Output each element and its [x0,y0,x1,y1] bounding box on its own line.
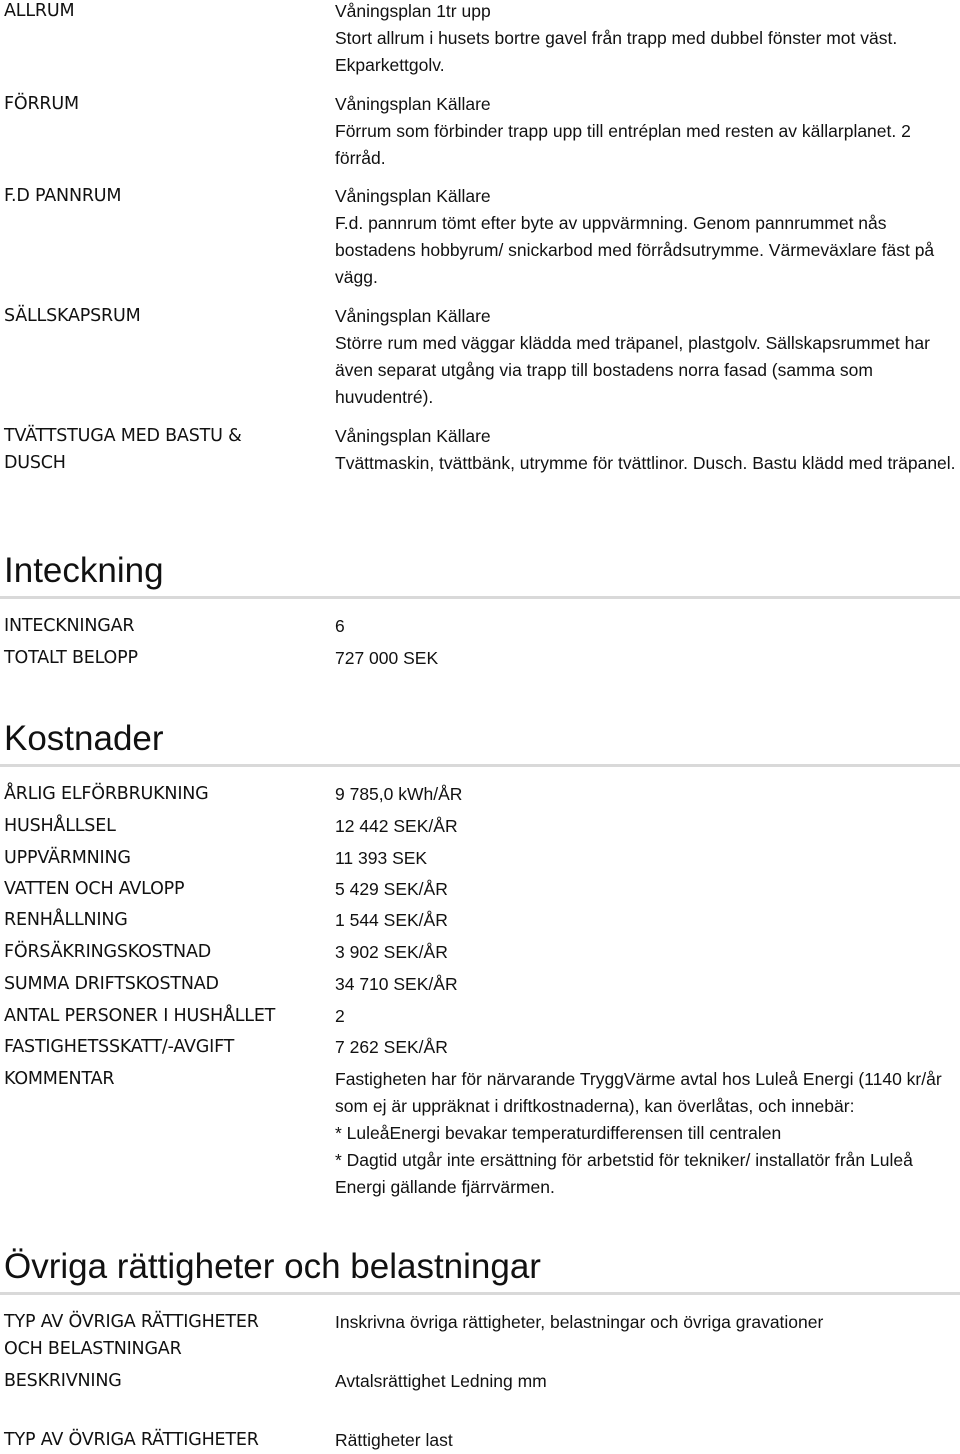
room-name: F.D PANNRUM [4,186,122,206]
field-label: VATTEN OCH AVLOPP [4,879,185,899]
room-details [335,0,957,79]
field-label: FÖRSÄKRINGSKOSTNAD [4,942,211,962]
section-divider [0,596,960,599]
field-label: TYP AV ÖVRIGA RÄTTIGHETER [4,1430,259,1450]
field-value: Avtalsrättighet Ledning mm [335,1371,547,1391]
field-value: 6 [335,616,345,636]
comment-text [335,1066,957,1201]
comment-line: * Dagtid utgår inte ersättning för arbetstid för tekniker/ installatör från Luleå Energi gällande fjärrvärmen. [335,1150,913,1197]
room-details [335,423,957,477]
field-label: FASTIGHETSSKATT/-AVGIFT [4,1037,235,1057]
field-value: 34 710 SEK/ÅR [335,974,458,994]
section-heading-inteckning: Inteckning [4,551,164,590]
field-value: Inskrivna övriga rättigheter, belastningar och övriga gravationer [335,1312,824,1332]
section-divider [0,764,960,767]
field-label: ÅRLIG ELFÖRBRUKNING [4,784,209,804]
room-floor: Våningsplan 1tr upp [335,1,491,21]
field-value: 727 000 SEK [335,648,439,668]
room-name: TVÄTTSTUGA MED BASTU & DUSCH [4,426,242,473]
room-description: F.d. pannrum tömt efter byte av uppvärmning. Genom pannrummet nås bostadens hobbyrum/ snickarbod med förrådsutrymme. Värmeväxlare fäst på vägg. [335,213,935,287]
field-label: KOMMENTAR [4,1069,115,1089]
comment-line: Fastigheten har för närvarande TryggVärme avtal hos Luleå Energi (1140 kr/år som ej är uppräknat i driftkostnaderna), kan överlåtas, och innebär: [335,1069,942,1116]
room-details [335,183,957,291]
room-name: SÄLLSKAPSRUM [4,306,141,326]
section-heading-kostnader: Kostnader [4,719,164,758]
field-value: 9 785,0 kWh/ÅR [335,784,463,804]
field-value: 5 429 SEK/ÅR [335,879,448,899]
field-label: INTECKNINGAR [4,616,135,636]
room-floor: Våningsplan Källare [335,306,491,326]
room-name: ALLRUM [4,1,75,21]
field-label: HUSHÅLLSEL [4,816,116,836]
field-value: Rättigheter last [335,1430,453,1450]
room-description: Större rum med väggar klädda med träpanel, plastgolv. Sällskapsrummet har även separat utgång via trapp till bostadens norra fasad (samma som huvudentré). [335,333,930,407]
field-label: RENHÅLLNING [4,910,128,930]
field-label: TYP AV ÖVRIGA RÄTTIGHETER OCH BELASTNINGAR [4,1312,259,1359]
comment-line: * LuleåEnergi bevakar temperaturdifferensen till centralen [335,1123,782,1143]
field-value: 1 544 SEK/ÅR [335,910,448,930]
room-description: Tvättmaskin, tvättbänk, utrymme för tvättlinor. Dusch. Bastu klädd med träpanel. [335,453,956,473]
room-description: Förrum som förbinder trapp upp till entréplan med resten av källarplanet. 2 förråd. [335,121,911,168]
field-value: 3 902 SEK/ÅR [335,942,448,962]
field-label: BESKRIVNING [4,1371,122,1391]
field-value: 12 442 SEK/ÅR [335,816,458,836]
field-label: SUMMA DRIFTSKOSTNAD [4,974,219,994]
section-heading-ovriga: Övriga rättigheter och belastningar [4,1247,541,1286]
field-value: 2 [335,1006,345,1026]
field-label: ANTAL PERSONER I HUSHÅLLET [4,1006,276,1026]
room-floor: Våningsplan Källare [335,186,491,206]
field-label: TOTALT BELOPP [4,648,138,668]
field-label: UPPVÄRMNING [4,848,131,868]
section-divider [0,1292,960,1295]
room-floor: Våningsplan Källare [335,94,491,114]
room-details [335,303,957,411]
field-value: 7 262 SEK/ÅR [335,1037,448,1057]
field-value: 11 393 SEK [335,848,428,868]
room-details [335,91,957,172]
room-floor: Våningsplan Källare [335,426,491,446]
room-name: FÖRRUM [4,94,79,114]
room-description: Stort allrum i husets bortre gavel från trapp med dubbel fönster mot väst. Ekparkettgolv. [335,28,898,75]
